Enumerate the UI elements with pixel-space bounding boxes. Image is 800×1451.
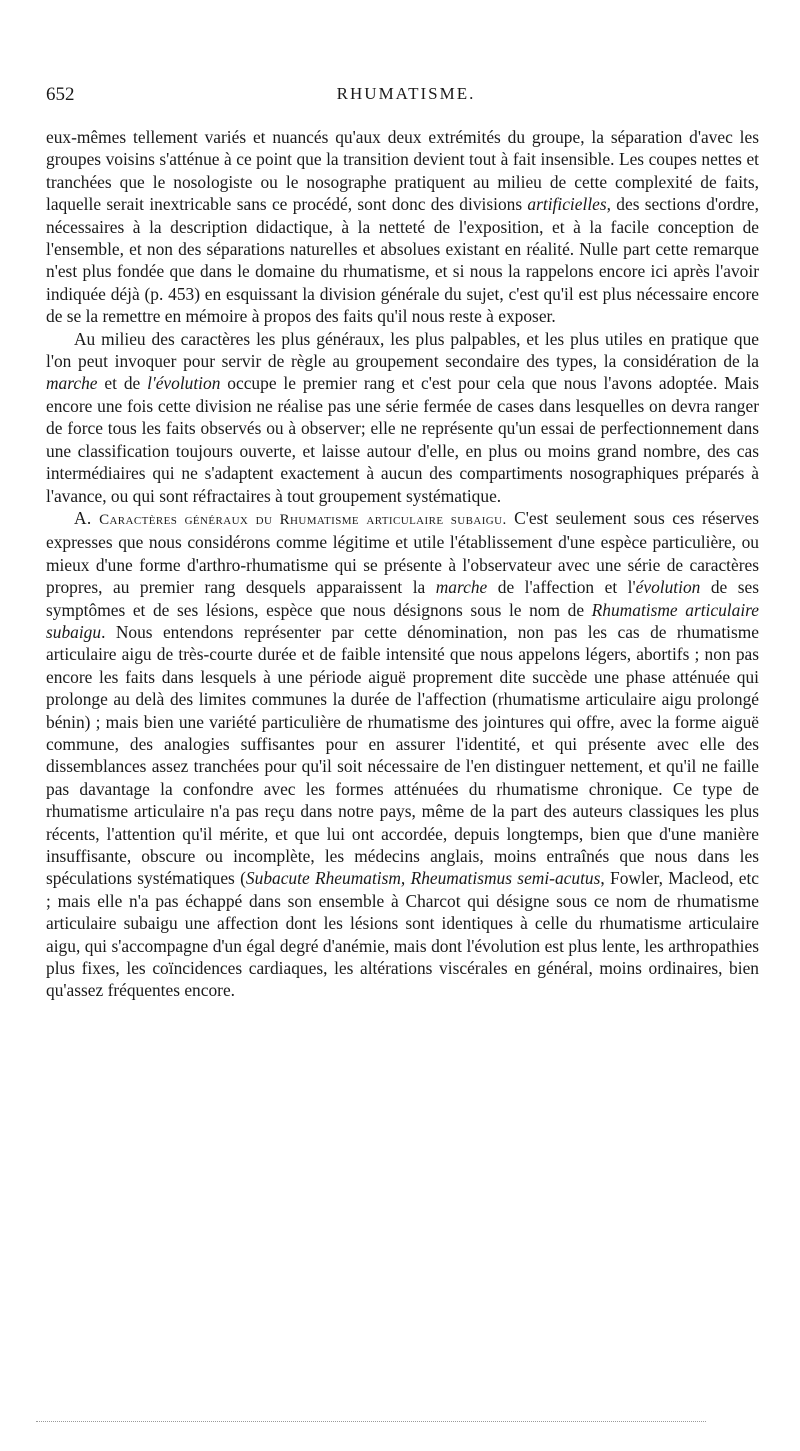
footer-dotted-rule — [36, 1421, 706, 1422]
paragraph-1-text-cont: , des sections d'ordre, nécessaires à la description didactique, à la netteté de l'exposition, et à la facile conception de l'ensemble, et non des séparations naturelles et absolues existant en réalité. Nulle part cette remarque n'est plus fondée que dans le domaine du rhumatisme, et si nous la rappelons encore ici après l'avoir indiquée déjà (p. 453) en esquissant la division générale du sujet, c'est qu'il est plus nécessaire encore de se la remettre en mémoire à propos des faits qu'il nous reste à exposer. — [46, 194, 759, 327]
paragraph-2-emphasis-marche: marche — [46, 373, 98, 394]
paragraph-2-text-end: occupe le premier rang et c'est pour cela que nous l'avons adoptée. Mais encore une fois cette division ne réalise pas une série fermée de cases dans lesquelles on devra ranger de force tous les faits observés ou à observer; elle ne représente qu'un essai de perfectionnement dans une classification toujours ouverte, et laisse autour d'elle, en plus ou moins grand nombre, des cas intermédiaires qui ne s'adaptent exactement à aucun des compartiments nosographiques préparés à l'avance, ou qui sont réfractaires à tout groupement systématique. — [46, 373, 759, 506]
paragraph-3-emphasis-english: Subacute Rheumatism, Rheumatismus semi-acutus — [245, 868, 601, 889]
paragraph-1-emphasis: artificielles — [527, 194, 607, 215]
paragraph-3-text-cont: de l'affection et l' — [487, 577, 636, 598]
section-heading: Caractères généraux du Rhumatisme articulaire subaigu. — [99, 511, 507, 528]
paragraph-2 — [46, 328, 759, 507]
paragraph-3-text-cont2: de ses symptômes et de ses lésions, espèce que nous désignons sous le nom de — [46, 577, 760, 620]
paragraph-3-emphasis-evolution: évolution — [635, 577, 701, 598]
body-text — [46, 126, 759, 1002]
paragraph-3-text-cont3: . Nous entendons représenter par cette dénomination, non pas les cas de rhumatisme articulaire aigu de très-courte durée et de faible intensité que nous appelons légers, abortifs ; non pas encore les faits dans lesquels à une période aiguë proprement dite succède une phase atténuée qui prolonge au delà des limites communes la durée de l'affection (rhumatisme articulaire aigu prolongé bénin) ; mais bien une variété particulière de rhumatisme des jointures qui offre, avec la forme aiguë commune, des analogies suffisantes pour en assurer l'identité, et qui présente avec elle des dissemblances assez tranchées pour qu'il soit nécessaire de l'en distinguer nettement, et qu'il ne faille pas davantage la confondre avec les formes atténuées du rhumatisme chronique. Ce type de rhumatisme articulaire n'a pas reçu dans notre pays, même de la part des auteurs classiques les plus récents, l'attention qu'il mérite, et que lui ont accordée, depuis longtemps, bien que d'une manière insuffisante, obscure ou incomplète, les médecins anglais, moins entraînés que nous dans les spéculations systématiques ( — [46, 621, 759, 889]
paragraph-3-emphasis-marche: marche — [435, 577, 488, 598]
page-header — [46, 84, 766, 114]
page-number: 652 — [46, 84, 75, 105]
paragraph-1 — [46, 126, 759, 328]
paragraph-3-text: C'est seulement sous ces réserves expresses que nous considérons comme légitime et utile l'établissement d'une espèce particulière, ou mieux d'une forme d'arthro-rhumatisme qui se présente à l'observateur avec une série de caractères propres, au premier rang desquels apparaissent la — [46, 507, 759, 598]
paragraph-1-text: eux-mêmes tellement variés et nuancés qu'aux deux extrémités du groupe, la séparation d'avec les groupes voisins s'atténue à ce point que la transition devient tout à fait insensible. Les coupes nettes et tranchées que le nosologiste ou le nosographe pratiquent au milieu de cette complexité de faits, laquelle serait inextricable sans ce procédé, sont donc des divisions — [46, 127, 759, 215]
paragraph-2-emphasis-evolution: l'évolution — [147, 373, 221, 394]
paragraph-3-text-end: , Fowler, Macleod, etc ; mais elle n'a pas échappé dans son ensemble à Charcot qui désigne sous ce nom de rhumatisme articulaire subaigu une affection dont les lésions sont identiques à celle du rhumatisme articulaire aigu, qui s'accompagne d'un égal degré d'anémie, mais dont l'évolution est plus lente, les arthropathies plus fixes, les coïncidences cardiaques, les altérations viscérales en général, moins ordinaires, bien qu'assez fréquentes encore. — [46, 868, 759, 1001]
section-label: A. — [74, 507, 92, 528]
paragraph-2-text: Au milieu des caractères les plus généraux, les plus palpables, et les plus utiles en pratique que l'on peut invoquer pour servir de règle au groupement secondaire des types, la considération de la — [46, 328, 759, 372]
running-title: RHUMATISME. — [336, 84, 476, 103]
paragraph-2-text-cont: et de — [97, 373, 148, 394]
paragraph-3 — [46, 507, 759, 1002]
paragraph-3-emphasis-name: Rhumatisme articulaire subaigu — [46, 599, 759, 642]
